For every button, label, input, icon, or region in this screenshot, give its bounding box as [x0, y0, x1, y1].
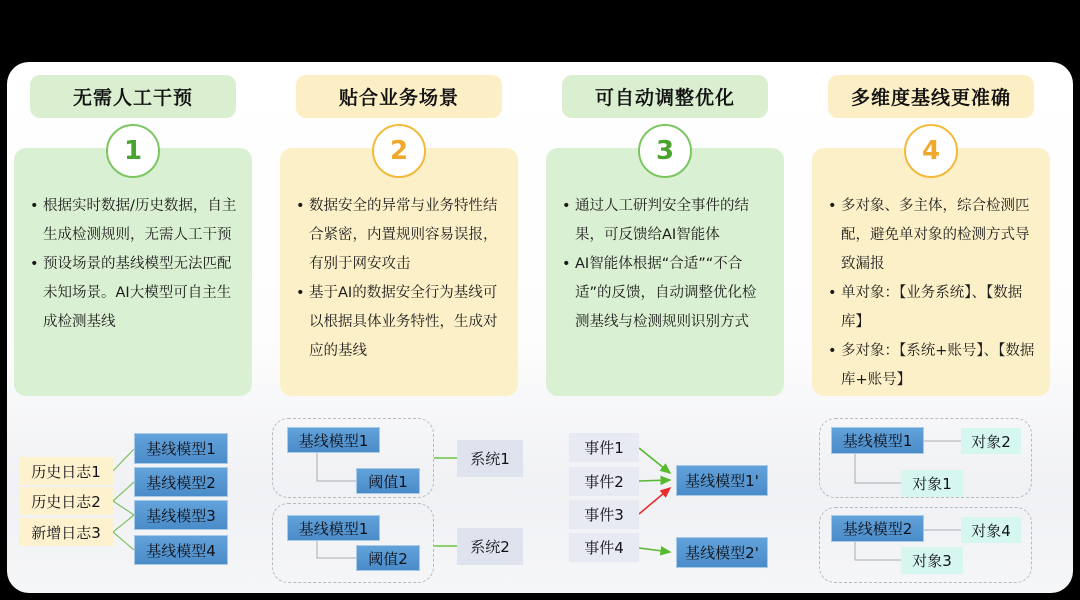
feature-pill-1: [30, 75, 236, 118]
model-box-3-label: 基线模型3: [146, 506, 216, 525]
event-box-2: [569, 467, 639, 496]
bullet: • 基于AI的数据安全行为基线可以根据具体业务特性，生成对应的基线: [296, 279, 504, 366]
step-number-2-text: 2: [389, 136, 409, 166]
adjusted-model-1: [676, 465, 768, 496]
bullet: • 单对象：【业务系统】、【数据库】: [828, 279, 1036, 337]
d4-model-2-label: 基线模型2: [842, 520, 913, 538]
feature-card-3: [546, 148, 784, 396]
system-box-1-label: 系统1: [470, 450, 510, 468]
object-box-2: [961, 428, 1021, 454]
model-box-3: [134, 500, 228, 530]
feature-card-1: [14, 148, 252, 396]
step-number-4-text: 4: [921, 136, 941, 166]
step-number-3: [638, 124, 692, 178]
event-box-3: [569, 500, 639, 529]
feature-title-1: 无需人工干预: [72, 87, 193, 109]
d2-threshold-2-label: 阈值2: [368, 549, 408, 568]
object-box-4: [961, 517, 1021, 543]
bullet: • 根据实时数据/历史数据，自主生成检测规则，无需人工干预: [30, 192, 238, 250]
feature-pill-4: [828, 75, 1034, 118]
adjusted-model-2-label: 基线模型2': [685, 544, 759, 562]
d2-model-1: [287, 427, 380, 453]
step-number-1-text: 1: [123, 136, 143, 166]
log-box-2-label: 历史日志2: [31, 492, 101, 511]
d4-model-2: [831, 515, 924, 542]
bullet: • 多对象、多主体，综合检测匹配，避免单对象的检测方式导致漏报: [828, 192, 1036, 279]
log-box-1: [19, 457, 113, 485]
log-box-2: [19, 487, 113, 515]
bullet: • 数据安全的异常与业务特性结合紧密，内置规则容易误报，有别于网安攻击: [296, 192, 504, 279]
object-box-3-label: 对象3: [912, 552, 952, 570]
bullet: • 预设场景的基线模型无法匹配未知场景。AI大模型可自主生成检测基线: [30, 250, 238, 337]
adjusted-model-1-label: 基线模型1': [685, 472, 759, 490]
model-box-4-label: 基线模型4: [146, 541, 216, 560]
event-box-2-label: 事件2: [584, 473, 624, 491]
d4-model-1: [831, 427, 924, 454]
bullet-list-2: [296, 192, 504, 366]
bullet: • 通过人工研判安全事件的结果，可反馈给AI智能体: [562, 192, 770, 250]
step-number-1: [106, 124, 160, 178]
d1-links: [113, 449, 134, 550]
d4-model-1-label: 基线模型1: [842, 432, 913, 450]
event-box-4: [569, 533, 639, 562]
step-number-3-text: 3: [655, 136, 675, 166]
object-box-1-label: 对象1: [912, 475, 952, 493]
bullet-list-3: [562, 192, 770, 337]
system-box-2: [457, 528, 523, 565]
feature-title-2: 贴合业务场景: [338, 87, 459, 109]
d2-model-2-label: 基线模型1: [298, 519, 369, 538]
feature-pill-3: [562, 75, 768, 118]
model-box-2: [134, 467, 228, 497]
model-box-1: [134, 433, 228, 464]
log-box-3-label: 新增日志3: [31, 523, 101, 542]
step-number-4: [904, 124, 958, 178]
d2-threshold-1: [356, 468, 420, 494]
bullet: • AI智能体根据“合适”“不合适”的反馈，自动调整优化检测基线与检测规则识别方式: [562, 250, 770, 337]
feature-title-3: 可自动调整优化: [594, 87, 735, 109]
log-box-1-label: 历史日志1: [31, 462, 101, 481]
system-box-2-label: 系统2: [470, 538, 510, 556]
d2-system-links: [434, 458, 457, 546]
feature-card-4: [812, 148, 1050, 396]
feature-title-4: 多维度基线更准确: [850, 87, 1011, 109]
d2-model-1-label: 基线模型1: [298, 431, 369, 450]
feature-card-2: [280, 148, 518, 396]
system-box-1: [457, 440, 523, 477]
content-panel: [7, 62, 1073, 593]
object-box-4-label: 对象4: [971, 521, 1011, 540]
step-number-2: [372, 124, 426, 178]
event-box-3-label: 事件3: [584, 506, 624, 524]
d2-model-2: [287, 515, 380, 541]
object-box-3: [901, 547, 963, 574]
d3-arrows: [639, 448, 670, 552]
model-box-1-label: 基线模型1: [146, 440, 216, 458]
bullet: • 多对象：【系统+账号】、【数据库+账号】: [828, 337, 1036, 395]
event-box-1-label: 事件1: [584, 439, 624, 457]
d2-threshold-1-label: 阈值1: [368, 472, 408, 491]
bullet-list-4: [828, 192, 1036, 395]
event-box-1: [569, 433, 639, 462]
log-box-3: [19, 518, 113, 546]
adjusted-model-2: [676, 537, 768, 568]
model-box-4: [134, 535, 228, 565]
object-box-2-label: 对象2: [971, 432, 1011, 451]
model-box-2-label: 基线模型2: [146, 473, 216, 492]
event-box-4-label: 事件4: [584, 539, 624, 557]
feature-pill-2: [296, 75, 502, 118]
object-box-1: [901, 470, 963, 497]
bullet-list-1: [30, 192, 238, 337]
d2-threshold-2: [356, 545, 420, 571]
